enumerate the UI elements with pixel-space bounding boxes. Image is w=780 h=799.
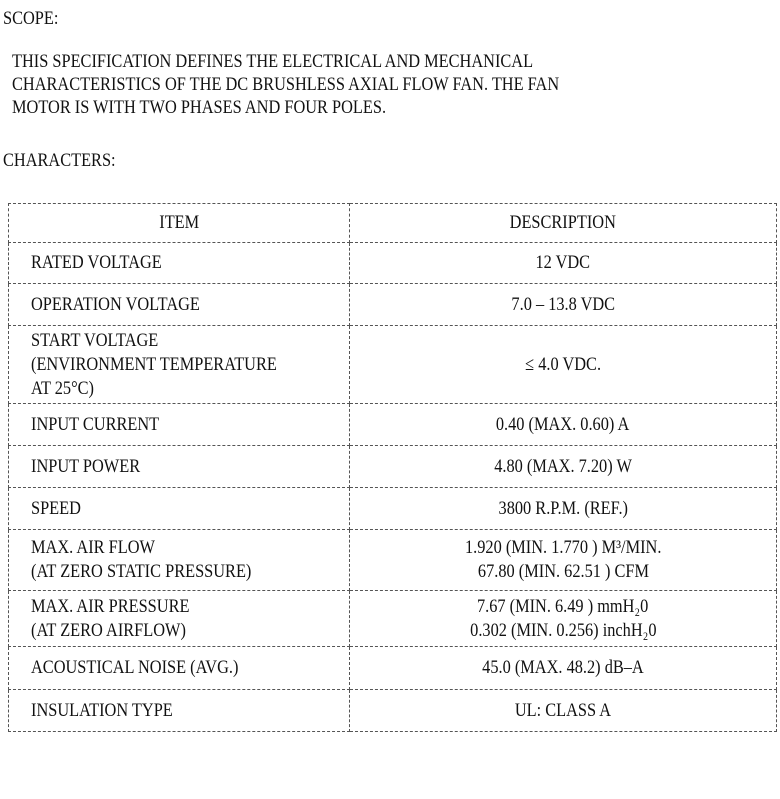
item-cell <box>9 243 350 284</box>
item-text: ACOUSTICAL NOISE (AVG.) <box>31 657 239 678</box>
spec-table <box>8 203 777 732</box>
description-text: 12 VDC <box>535 252 591 273</box>
description-cell <box>350 284 777 326</box>
table-header-row <box>9 204 777 243</box>
header-description: DESCRIPTION <box>350 204 777 243</box>
item-text: OPERATION VOLTAGE <box>31 293 200 315</box>
item-text: INSULATION TYPE <box>31 699 173 721</box>
item-cell <box>9 404 350 446</box>
description-cell <box>350 446 777 488</box>
item-text: START VOLTAGE <box>31 329 159 351</box>
description-text: 1.920 (MIN. 1.770 ) M³/MIN. <box>464 537 662 558</box>
description-text: 67.80 (MIN. 62.51 ) CFM <box>477 561 649 582</box>
item-text: (ENVIRONMENT TEMPERATURE <box>31 353 277 375</box>
description-text: 3800 R.P.M. (REF.) <box>498 497 628 519</box>
table-row <box>9 446 777 488</box>
description-cell <box>350 326 777 404</box>
description-text: UL: CLASS A <box>514 699 612 721</box>
item-text: MAX. AIR FLOW <box>31 537 155 558</box>
description-cell <box>350 243 777 284</box>
item-cell <box>9 446 350 488</box>
table-row <box>9 243 777 284</box>
table-row <box>9 326 777 404</box>
table-row <box>9 488 777 530</box>
item-text: RATED VOLTAGE <box>31 252 162 273</box>
description-text: 0.302 (MIN. 0.256) inchH₂0 <box>469 619 657 641</box>
table-row <box>9 690 777 732</box>
description-cell <box>350 690 777 732</box>
characters-heading: CHARACTERS: <box>3 150 116 171</box>
table-row <box>9 284 777 326</box>
description-text: 4.80 (MAX. 7.20) W <box>494 455 632 477</box>
item-text: (AT ZERO AIRFLOW) <box>31 619 186 641</box>
item-cell <box>9 530 350 591</box>
item-cell <box>9 284 350 326</box>
description-text: 7.67 (MIN. 6.49 ) mmH₂0 <box>477 595 649 617</box>
scope-heading: SCOPE: <box>3 8 59 29</box>
item-cell <box>9 647 350 690</box>
description-cell <box>350 647 777 690</box>
item-text: AT 25°C) <box>31 377 94 399</box>
description-text: 45.0 (MAX. 48.2) dB–A <box>482 657 644 678</box>
description-text: 7.0 – 13.8 VDC <box>511 293 615 315</box>
table-row <box>9 647 777 690</box>
item-cell <box>9 326 350 404</box>
item-text: MAX. AIR PRESSURE <box>31 595 190 617</box>
item-cell <box>9 488 350 530</box>
header-item: ITEM <box>9 204 350 243</box>
description-cell <box>350 591 777 647</box>
scope-paragraph <box>12 50 648 119</box>
scope-line: CHARACTERISTICS OF THE DC BRUSHLESS AXIAL FLOW FAN. THE FAN <box>12 74 560 95</box>
item-text: INPUT POWER <box>31 455 141 477</box>
table-row <box>9 404 777 446</box>
scope-line: MOTOR IS WITH TWO PHASES AND FOUR POLES. <box>12 97 387 118</box>
description-cell <box>350 404 777 446</box>
item-text: (AT ZERO STATIC PRESSURE) <box>31 561 252 582</box>
item-cell <box>9 591 350 647</box>
description-text: ≤ 4.0 VDC. <box>525 353 601 375</box>
item-cell <box>9 690 350 732</box>
description-cell <box>350 530 777 591</box>
description-cell <box>350 488 777 530</box>
description-text: 0.40 (MAX. 0.60) A <box>496 413 630 435</box>
table-row <box>9 591 777 647</box>
scope-line: THIS SPECIFICATION DEFINES THE ELECTRICAL AND MECHANICAL <box>12 51 534 72</box>
item-text: SPEED <box>31 497 81 519</box>
table-row <box>9 530 777 591</box>
item-text: INPUT CURRENT <box>31 413 160 435</box>
